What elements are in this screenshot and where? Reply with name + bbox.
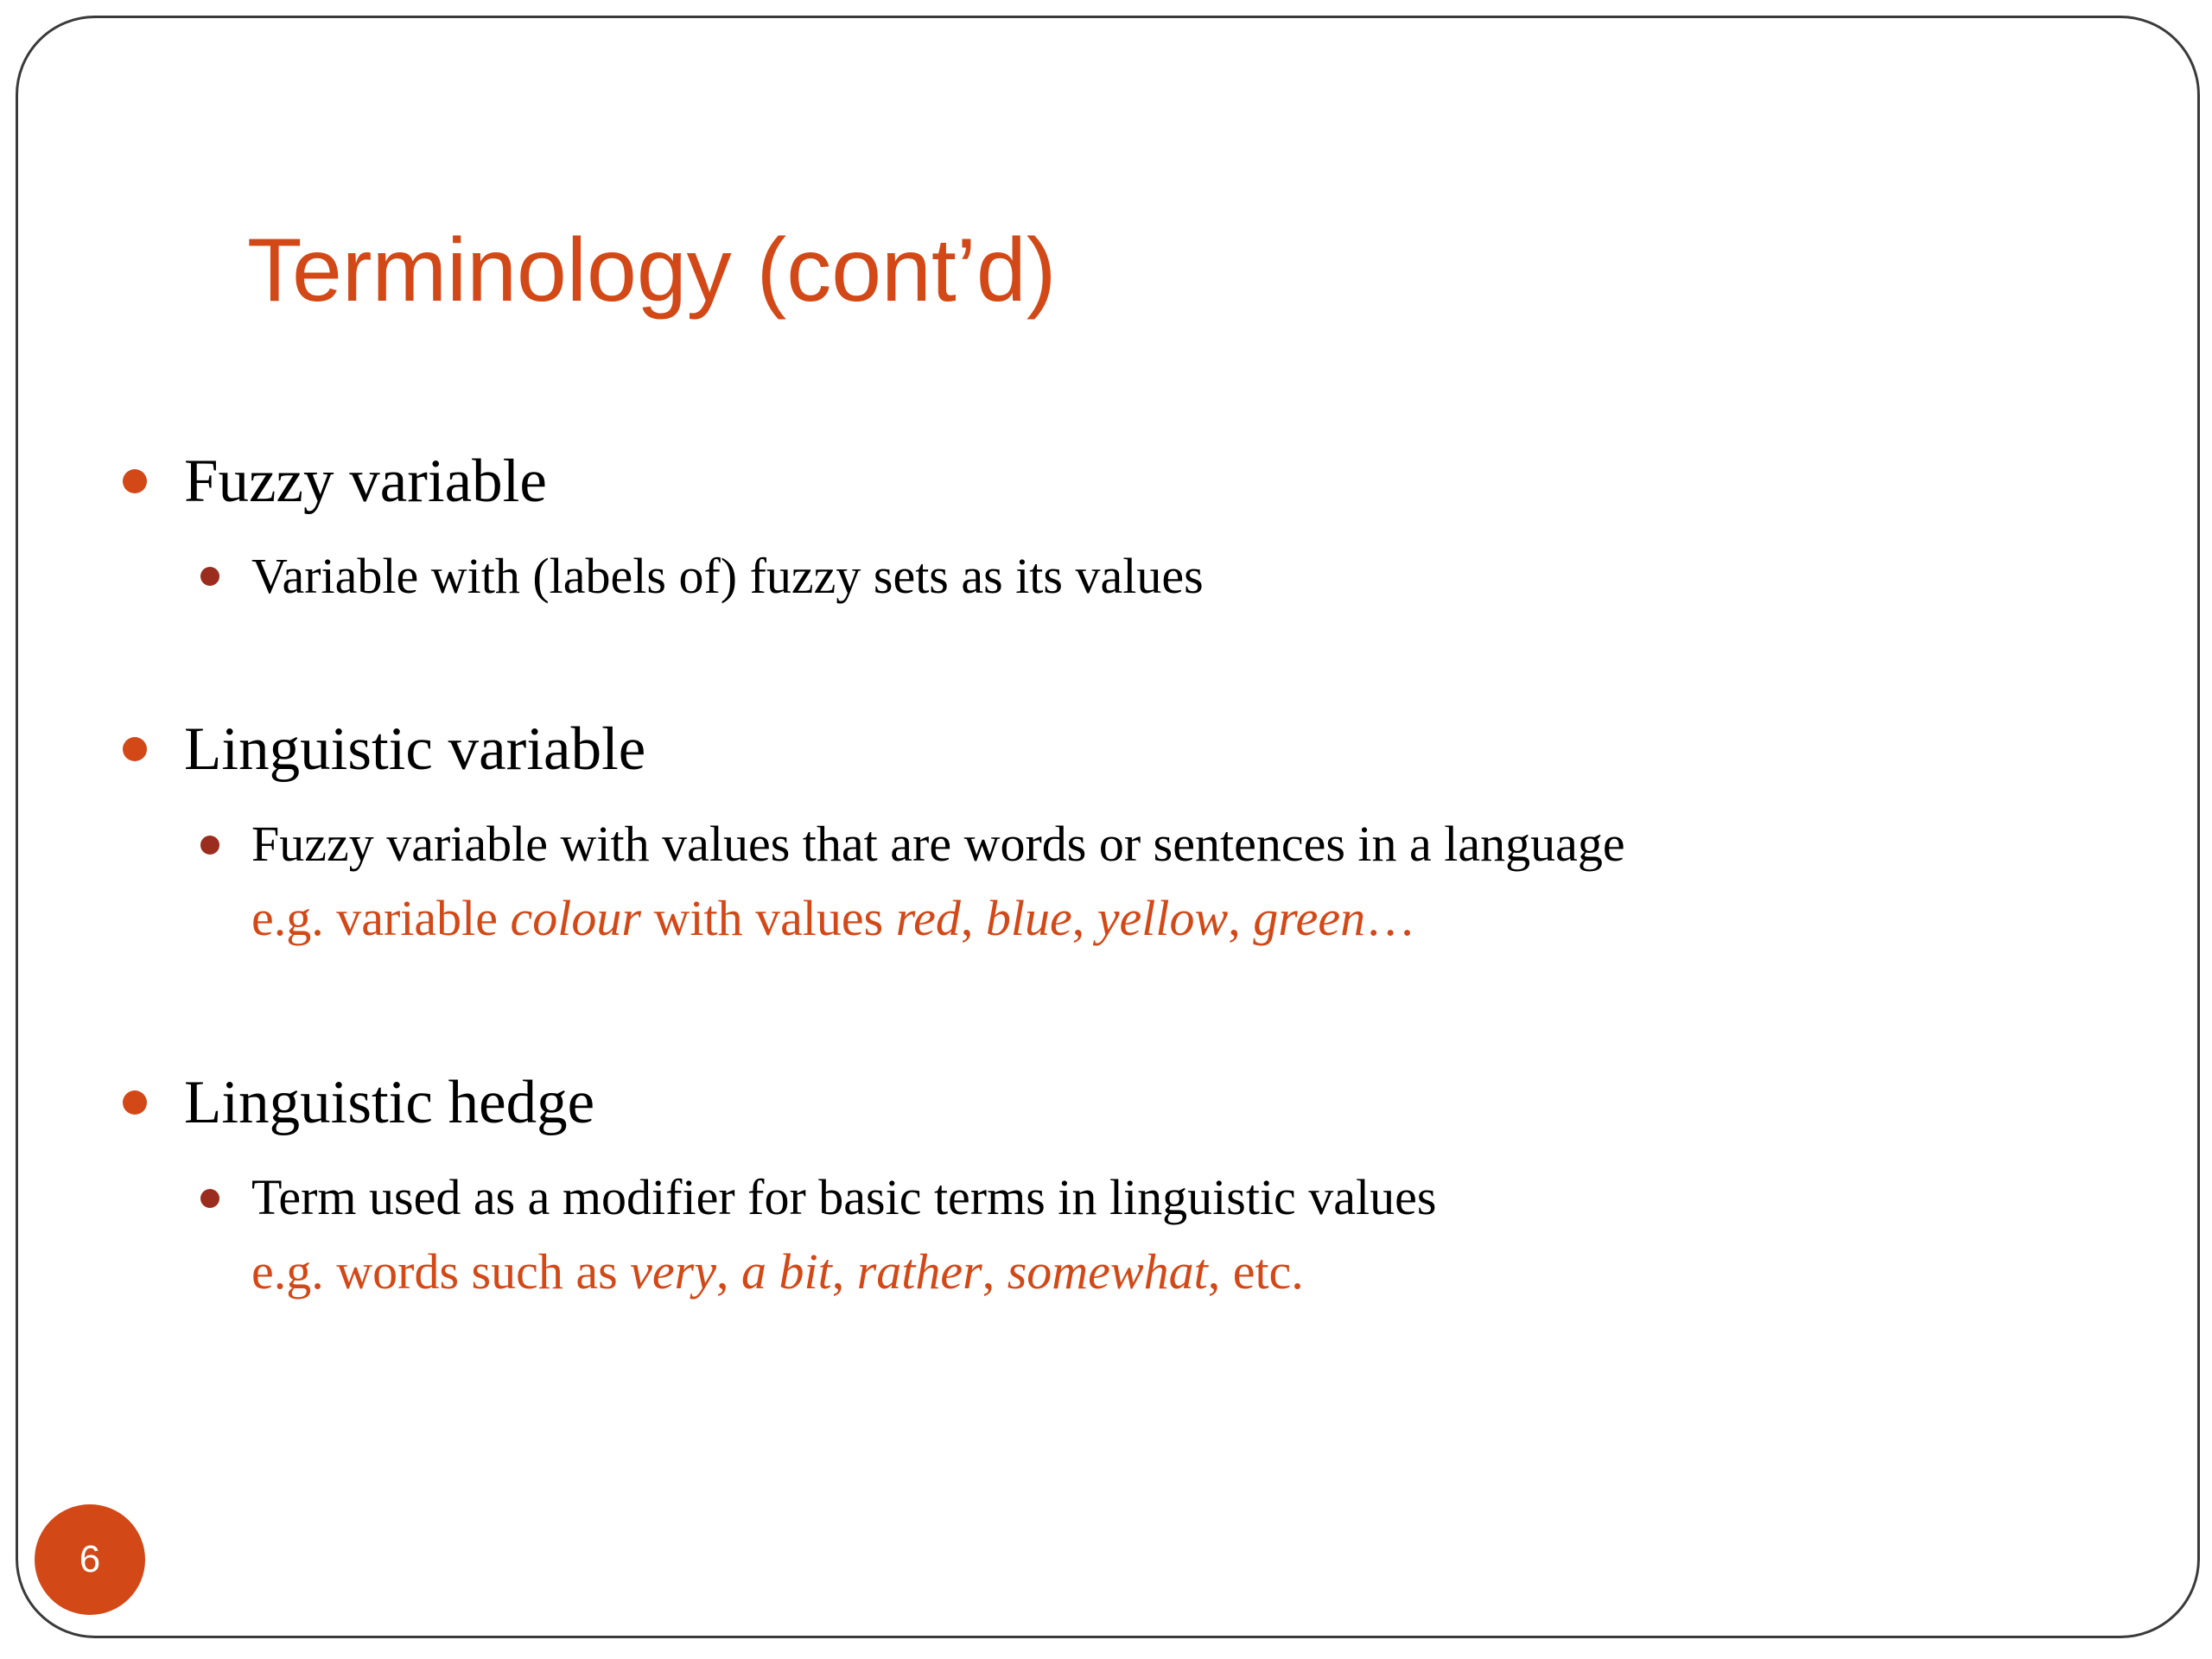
example-prefix: e.g. variable [251, 890, 511, 946]
example-suffix: … [1365, 890, 1416, 946]
example-prefix: e.g. words such as [251, 1243, 631, 1300]
sub-bullet-fuzzy-variable-definition: Variable with (labels of) fuzzy sets as its values [251, 548, 1204, 604]
list-separator: , [831, 1243, 857, 1300]
bullet-dot [123, 469, 147, 493]
example-value: blue [985, 890, 1072, 946]
example-value: a bit [741, 1243, 832, 1300]
sub-bullet-dot [200, 567, 219, 586]
example-values [896, 890, 1365, 946]
list-separator: , [1071, 890, 1097, 946]
linguistic-hedge-example [251, 1235, 1304, 1309]
example-value: yellow [1096, 890, 1229, 946]
list-separator: , [982, 1243, 1007, 1300]
example-middle: with values [640, 890, 896, 946]
sub-bullet-linguistic-hedge-definition: Term used as a modifier for basic terms in linguistic values [251, 1169, 1437, 1225]
example-value: rather [856, 1243, 982, 1300]
bullet-dot [123, 1090, 147, 1115]
example-values [630, 1243, 1208, 1300]
bullet-heading-linguistic-hedge: Linguistic hedge [184, 1069, 595, 1136]
example-value: somewhat [1007, 1243, 1208, 1300]
bullet-heading-fuzzy-variable: Fuzzy variable [184, 448, 547, 515]
page-number-badge: 6 [35, 1504, 145, 1615]
list-separator: , [1228, 890, 1254, 946]
example-value: red [895, 890, 961, 946]
example-value: green [1253, 890, 1366, 946]
list-separator: , [960, 890, 986, 946]
sub-bullet-dot [200, 1189, 219, 1208]
list-separator: , [715, 1243, 741, 1300]
linguistic-variable-example [251, 881, 1415, 956]
sub-bullet-dot [200, 836, 219, 855]
example-term: colour [510, 890, 641, 946]
bullet-dot [123, 737, 147, 761]
example-value: very [630, 1243, 716, 1300]
example-suffix: , etc. [1207, 1243, 1304, 1300]
slide-title: Terminology (cont’d) [247, 220, 1057, 321]
sub-bullet-linguistic-variable-definition: Fuzzy variable with values that are words or sentences in a language [251, 816, 1625, 872]
bullet-heading-linguistic-variable: Linguistic variable [184, 715, 646, 783]
